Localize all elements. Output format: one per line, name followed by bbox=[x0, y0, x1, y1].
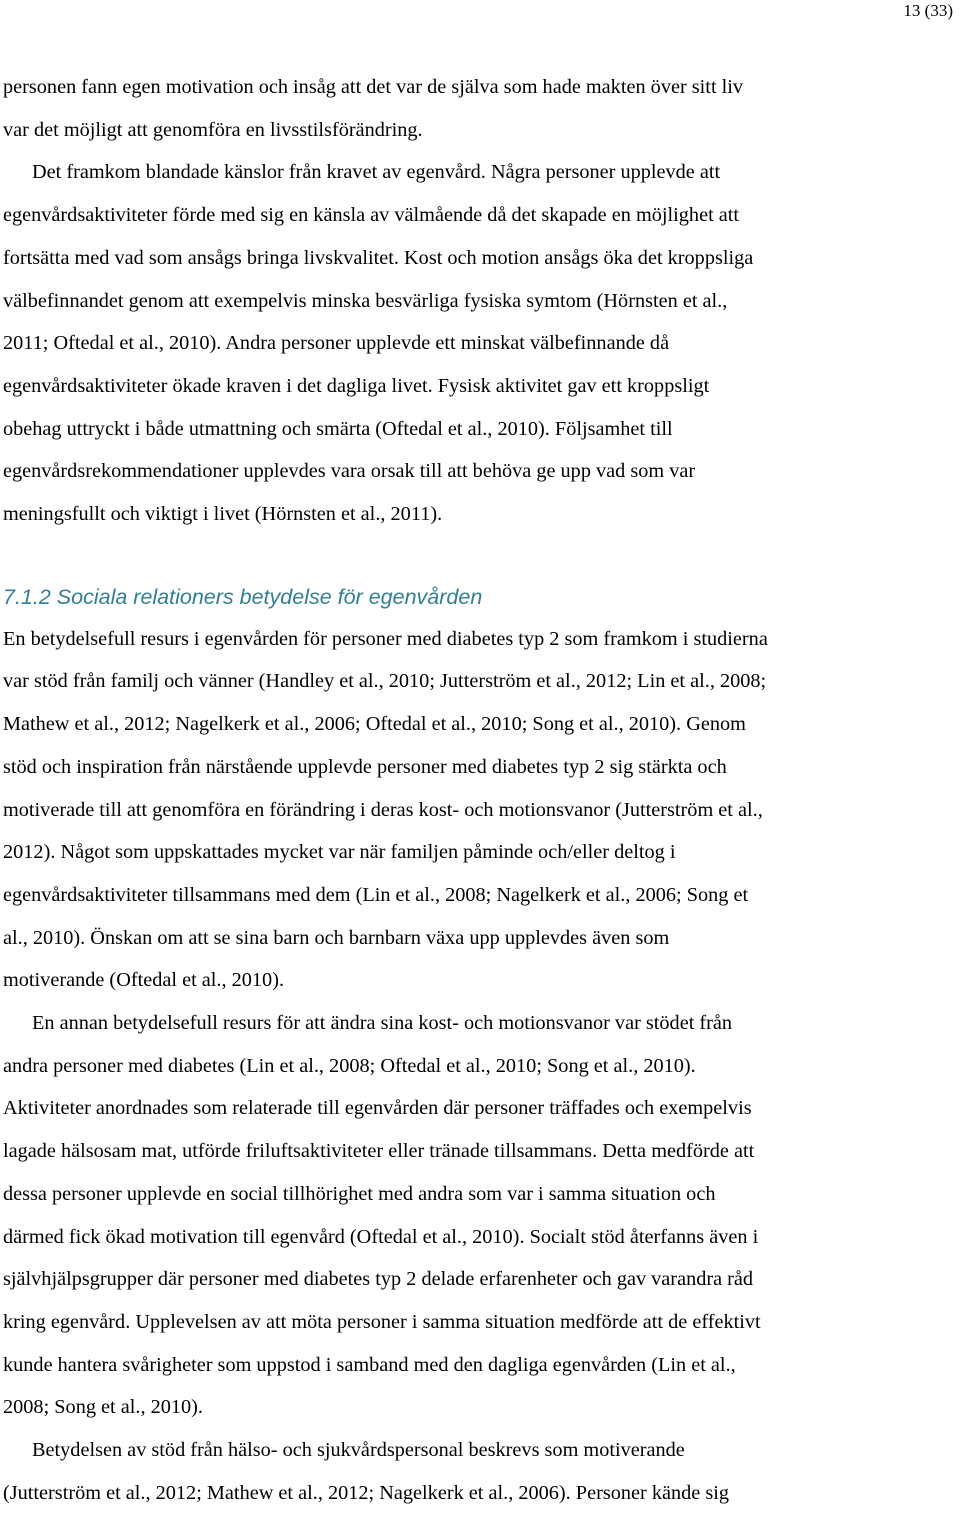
text-line: kunde hantera svårigheter som uppstod i samband med den dagliga egenvården (Lin et al., bbox=[3, 1353, 736, 1376]
text-line: 2012). Något som uppskattades mycket var när familjen påminde och/eller deltog i bbox=[3, 841, 676, 864]
text-line: därmed fick ökad motivation till egenvård (Oftedal et al., 2010). Socialt stöd återfanns även i bbox=[3, 1225, 759, 1248]
document-body bbox=[3, 66, 955, 1515]
text-line: var det möjligt att genomföra en livsstilsförändring. bbox=[3, 118, 423, 141]
text-line: stöd och inspiration från närstående upplevde personer med diabetes typ 2 sig stärkta och bbox=[3, 755, 727, 778]
text-line: egenvårdsaktiviteter förde med sig en känsla av välmående då det skapade en möjlighet att bbox=[3, 204, 740, 227]
paragraph bbox=[3, 66, 955, 151]
section-heading: 7.1.2 Sociala relationers betydelse för egenvården bbox=[3, 584, 483, 609]
paragraph bbox=[3, 151, 955, 535]
text-line: En betydelsefull resurs i egenvården för personer med diabetes typ 2 som framkom i studierna bbox=[3, 627, 768, 650]
text-line: lagade hälsosam mat, utförde friluftsaktiviteter eller tränade tillsammans. Detta medförde att bbox=[3, 1140, 755, 1163]
text-line: 2011; Oftedal et al., 2010). Andra personer upplevde ett minskat välbefinnande då bbox=[3, 332, 670, 355]
text-line: personen fann egen motivation och insåg att det var de själva som hade makten över sitt liv bbox=[3, 76, 744, 98]
text-line: välbefinnandet genom att exempelvis minska besvärliga fysiska symtom (Hörnsten et al., bbox=[3, 289, 728, 312]
text-line: Aktiviteter anordnades som relaterade till egenvården där personer träffades och exempelvis bbox=[3, 1097, 752, 1120]
text-line: En annan betydelsefull resurs för att ändra sina kost- och motionsvanor var stödet från bbox=[32, 1012, 733, 1035]
text-line: Betydelsen av stöd från hälso- och sjukvårdspersonal beskrevs som motiverande bbox=[32, 1439, 685, 1462]
text-line: Mathew et al., 2012; Nagelkerk et al., 2006; Oftedal et al., 2010; Song et al., 2010). Genom bbox=[3, 713, 746, 736]
text-line: egenvårdsrekommendationer upplevdes vara orsak till att behöva ge upp vad som var bbox=[3, 460, 696, 483]
text-line: obehag uttryckt i både utmattning och smärta (Oftedal et al., 2010). Följsamhet till bbox=[3, 417, 673, 440]
text-line: egenvårdsaktiviteter ökade kraven i det dagliga livet. Fysisk aktivitet gav ett kroppsligt bbox=[3, 374, 710, 397]
text-line: al., 2010). Önskan om att se sina barn och barnbarn växa upp upplevdes även som bbox=[3, 926, 670, 949]
text-line: (Jutterström et al., 2012; Mathew et al., 2012; Nagelkerk et al., 2006). Personer kände sig bbox=[3, 1481, 729, 1504]
paragraph bbox=[3, 618, 955, 1002]
text-line: andra personer med diabetes (Lin et al., 2008; Oftedal et al., 2010; Song et al., 2010). bbox=[3, 1054, 696, 1077]
text-line: motiverande (Oftedal et al., 2010). bbox=[3, 969, 285, 992]
text-line: meningsfullt och viktigt i livet (Hörnsten et al., 2011). bbox=[3, 503, 443, 526]
text-line: självhjälpsgrupper där personer med diabetes typ 2 delade erfarenheter och gav varandra råd bbox=[3, 1268, 754, 1291]
text-line: fortsätta med vad som ansågs bringa livskvalitet. Kost och motion ansågs öka det kroppsliga bbox=[3, 246, 754, 269]
paragraph bbox=[3, 1002, 955, 1429]
text-line: motiverade till att genomföra en förändring i deras kost- och motionsvanor (Jutterström et al., bbox=[3, 798, 763, 821]
page-number: 13 (33) bbox=[903, 1, 953, 20]
text-line: egenvårdsaktiviteter tillsammans med dem (Lin et al., 2008; Nagelkerk et al., 2006; Song et bbox=[3, 883, 749, 906]
text-line: dessa personer upplevde en social tillhörighet med andra som var i samma situation och bbox=[3, 1182, 716, 1205]
text-line: 2008; Song et al., 2010). bbox=[3, 1396, 203, 1419]
text-line: kring egenvård. Upplevelsen av att möta personer i samma situation medförde att de effektivt bbox=[3, 1310, 761, 1333]
paragraph bbox=[3, 1429, 955, 1514]
text-line: Det framkom blandade känslor från kravet av egenvård. Några personer upplevde att bbox=[32, 161, 721, 184]
text-line: var stöd från familj och vänner (Handley et al., 2010; Jutterström et al., 2012; Lin et al., 2008; bbox=[3, 670, 767, 693]
